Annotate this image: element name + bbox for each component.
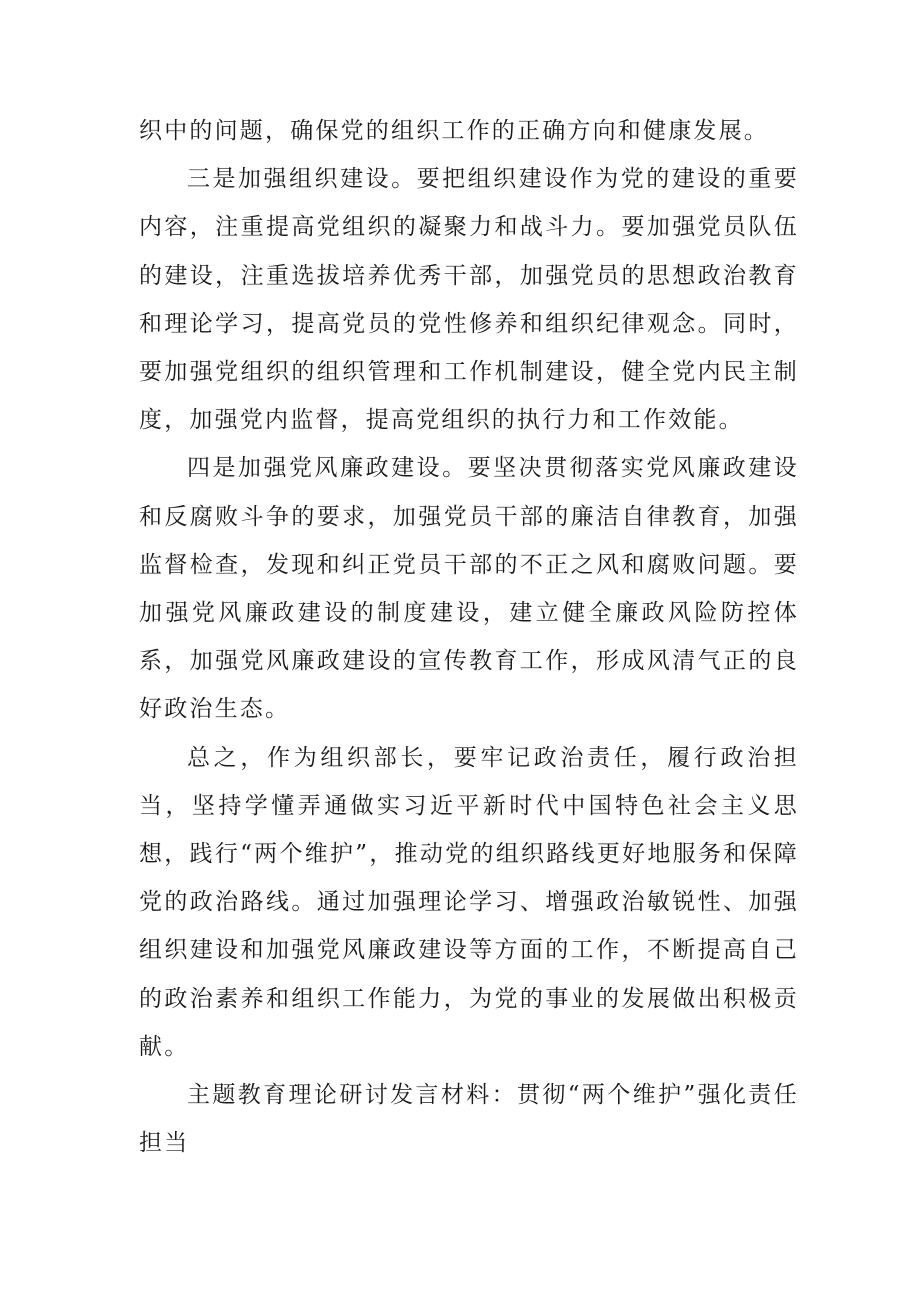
document-body [139, 107, 799, 1167]
paragraph-party-integrity: 四是加强党风廉政建设。要坚决贯彻落实党风廉政建设和反腐败斗争的要求，加强党员干部的廉洁自律教育，加强监督检查，发现和纠正党员干部的不正之风和腐败问题。要加强党风廉政建设的制度建设，建立健全廉政风险防控体系，加强党风廉政建设的宣传教育工作，形成风清气正的良好政治生态。 [139, 455, 799, 723]
paragraph-continuation: 织中的问题，确保党的组织工作的正确方向和健康发展。 [139, 118, 769, 144]
paragraph-organization-building: 三是加强组织建设。要把组织建设作为党的建设的重要内容，注重提高党组织的凝聚力和战斗力。要加强党员队伍的建设，注重选拔培养优秀干部，加强党员的思想政治教育和理论学习，提高党员的党性修养和组织纪律观念。同时，要加强党组织的组织管理和工作机制建设，健全党内民主制度，加强党内监督，提高党组织的执行力和工作效能。 [139, 166, 799, 434]
paragraph-next-title: 主题教育理论研讨发言材料：贯彻“两个维护”强化责任担当 [139, 1082, 799, 1157]
paragraph-conclusion: 总之，作为组织部长，要牢记政治责任，履行政治担当，坚持学懂弄通做实习近平新时代中国特色社会主义思想，践行“两个维护”，推动党的组织路线更好地服务和保障党的政治路线。通过加强理论学习、增强政治敏锐性、加强组织建设和加强党风廉政建设等方面的工作，不断提高自己的政治素养和组织工作能力，为党的事业的发展做出积极贡献。 [139, 744, 799, 1060]
